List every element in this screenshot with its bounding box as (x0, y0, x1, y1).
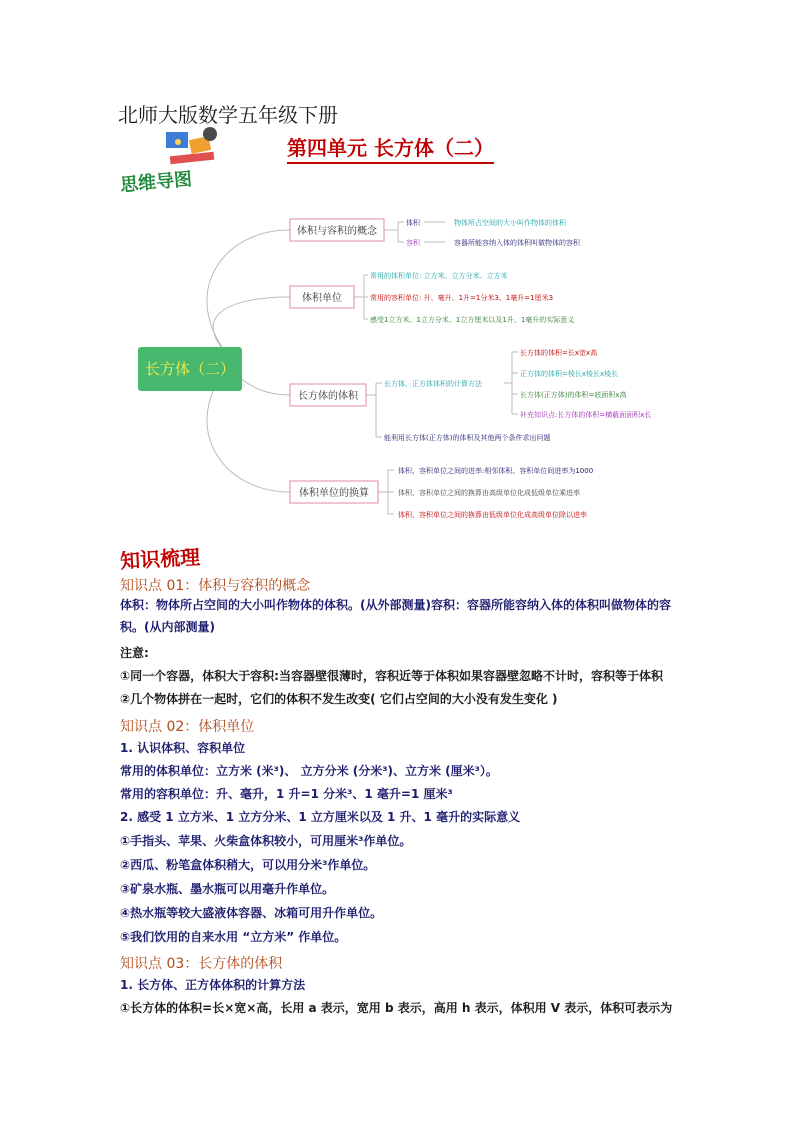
bulb-icon (175, 139, 181, 145)
kp1-note-2: ②几个物体拼在一起时，它们的体积不发生改变( 它们占空间的大小没有发生变化 ) (120, 692, 558, 706)
b3-formula-1: 长方体的体积=长x宽x高 (520, 349, 598, 357)
mindmap-label: 思维导图 (119, 168, 193, 197)
b4-title: 体积单位的换算 (299, 488, 369, 499)
series-title: 北师大版数学五年级下册 (118, 103, 338, 127)
kp2-line2: 常用的容积单位：升、毫升，1 升=1 分米³、1 毫升=1 厘米³ (120, 787, 453, 801)
kp3-title: 知识点 03：长方体的体积 (120, 956, 283, 972)
b4-item-3: 体积、容积单位之间的换算由低级单位化成高级单位除以进率 (398, 511, 587, 519)
mind-map (120, 205, 680, 535)
connector-b1 (207, 230, 290, 355)
gear-icon (203, 127, 217, 141)
bracket-b3 (366, 383, 382, 437)
root-node: 长方体（二） (144, 360, 236, 378)
kp2-title: 知识点 02：体积单位 (120, 719, 255, 735)
kp2-item-3: ③矿泉水瓶、墨水瓶可以用毫升作单位。 (120, 882, 335, 896)
b2-item-3: 感受1立方米、1立方分米、1立方厘米以及1升、1毫升的实际意义 (370, 316, 575, 324)
kp2-item-5: ⑤我们饮用的自来水用 “立方米” 作单位。 (120, 930, 347, 944)
kp2-sub1: 1. 认识体积、容积单位 (120, 741, 246, 755)
b3-method: 长方体、正方体体积的计算方法 (384, 380, 482, 388)
kp2-sub2: 2. 感受 1 立方米、1 立方分米、1 立方厘米以及 1 升、1 毫升的实际意义 (120, 810, 521, 824)
b2-title: 体积单位 (302, 293, 342, 304)
kp2-item-2: ②西瓜、粉笔盒体积稍大，可以用分米³作单位。 (120, 858, 376, 872)
b4-item-2: 体积、容积单位之间的换算由高级单位化成低级单位乘进率 (398, 489, 580, 497)
kp2-item-4: ④热水瓶等较大盛液体容器、冰箱可用升作单位。 (120, 906, 383, 920)
kp1-note-label: 注意: (120, 646, 149, 660)
bracket-b1 (384, 222, 404, 242)
kp1-title: 知识点 01：体积与容积的概念 (120, 578, 311, 594)
kp1-paragraph: 体积：物体所占空间的大小叫作物体的体积。(从外部测量)容积：容器所能容纳入体的体积叫做物体的容积。(从内部测量) (120, 598, 671, 634)
b4-item-1: 体积、容积单位之间的进率:相邻体积、容积单位间进率为1000 (398, 467, 594, 475)
b3-title: 长方体的体积 (298, 391, 358, 402)
b3-extra: 能利用长方体(正方体)的体积及其他两个条件求出问题 (384, 434, 551, 442)
kp3-sub1: 1. 长方体、正方体体积的计算方法 (120, 978, 306, 992)
b1-term-2: 容积 (406, 239, 420, 247)
b1-title: 体积与容积的概念 (297, 226, 377, 237)
decorative-illustration (160, 124, 226, 168)
kp3-line1: ①长方体的体积=长×宽×高，长用 a 表示，宽用 b 表示，高用 h 表示，体积用 V 表示，体积可表示为 (120, 1001, 673, 1015)
kp2-line1: 常用的体积单位：立方米 (米³)、 立方分米 (分米³)、立方米 (厘米³）。 (120, 764, 498, 778)
bracket-b4 (378, 470, 394, 514)
bracket-formulas (504, 352, 518, 414)
connector-b2 (213, 297, 290, 355)
kp1-note-1: ①同一个容器，体积大于容积:当容器壁很薄时，容积近等于体积如果容器壁忽略不计时，容积等于体积 (120, 669, 663, 683)
kp2-item-1: ①手指头、苹果、火柴盒体积较小，可用厘米³作单位。 (120, 834, 412, 848)
b3-formula-3: 长方体(正方体)的体积=底面积x高 (520, 391, 627, 399)
section-title: 知识梳理 (119, 544, 201, 574)
b2-item-2: 常用的容积单位: 升、毫升、1升=1分米3、1毫升=1厘米3 (370, 294, 554, 302)
dash-b1 (424, 222, 445, 242)
bracket-b2 (354, 275, 368, 319)
b1-term-1: 体积 (406, 219, 420, 227)
unit-title: 第四单元 长方体（二） (287, 132, 494, 164)
b2-item-1: 常用的体积单位: 立方米、立方分米、立方米 (370, 272, 508, 280)
b1-def-2: 容器所能容纳入体的体积叫做物体的容积 (454, 239, 580, 247)
b1-def-1: 物体所占空间的大小叫作物体的体积 (454, 219, 566, 227)
b3-formula-4: 补充知识点:长方体的体积=横截面面积x长 (520, 411, 652, 419)
b3-formula-2: 正方体的体积=棱长x棱长x棱长 (520, 370, 619, 378)
